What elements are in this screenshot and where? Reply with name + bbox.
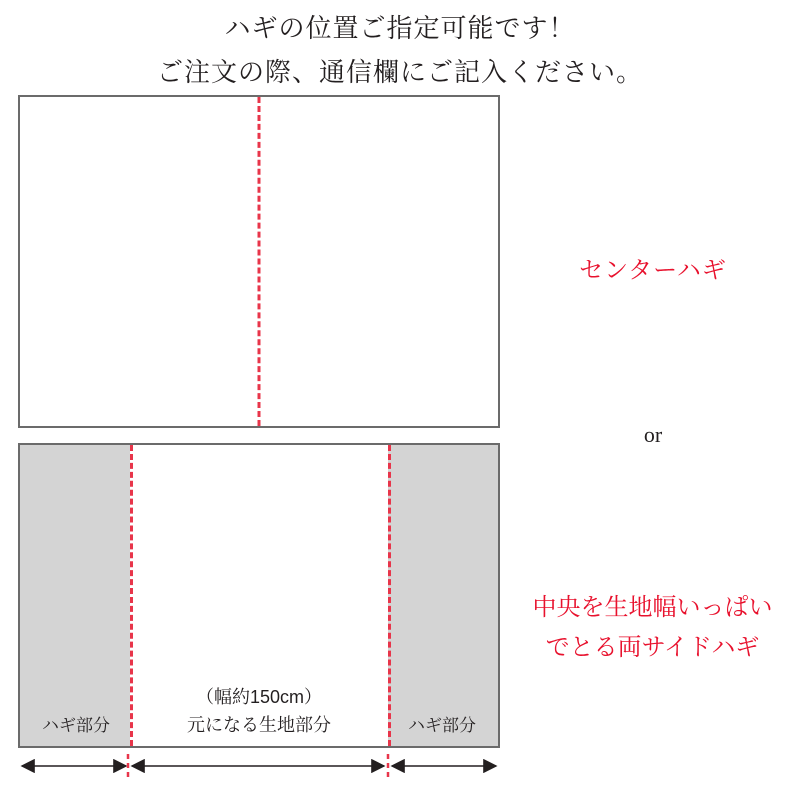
base-fabric-label: 元になる生地部分 [187,715,331,735]
caption-center-seam: センターハギ [579,257,727,284]
headline-secondary: ご注文の際、通信欄にご記入ください。 [156,57,643,87]
caption-both-side-seam [505,588,800,667]
center-seam-line-icon [258,97,261,426]
dimension-arrows [18,752,500,792]
center-seam-diagram [18,95,500,428]
left-seam-label: ハギ部分 [42,716,110,735]
caption-both-side-seam-line1: 中央を生地幅いっぱい [532,594,773,621]
dimension-arrows-svg [18,752,500,792]
caption-both-side-seam-line2: でとる両サイドハギ [545,633,760,661]
width-note-label: （幅約150cm） [195,687,323,707]
caption-or: or [643,422,663,447]
both-side-seam-diagram [18,443,500,748]
headline-primary: ハギの位置ご指定可能です！ [224,13,576,43]
right-seam-label: ハギ部分 [408,716,476,735]
